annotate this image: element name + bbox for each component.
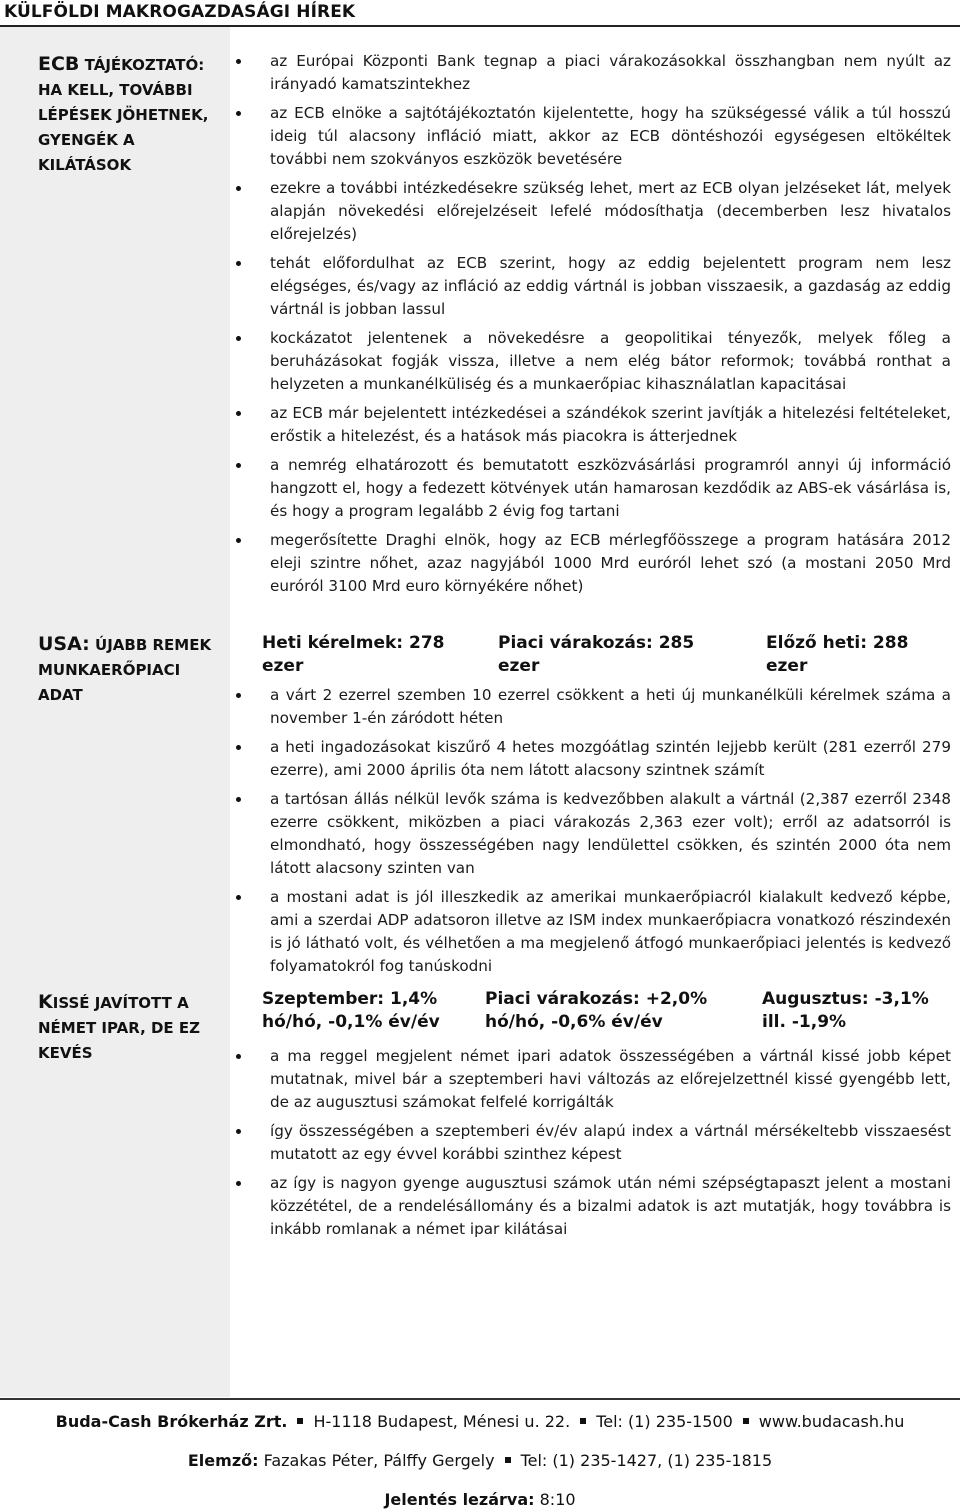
footer-closing-line [0, 1490, 960, 1509]
section-heading-usa [38, 632, 226, 708]
analyst-phone: Tel: (1) 235-1427, (1) 235-1815 [520, 1451, 773, 1470]
bullet-icon [236, 1129, 241, 1134]
bullet-item: a ma reggel megjelent német ipari adatok összességében a vártnál kissé jobb képet mutatnak, mivel bár a szeptemberi havi változás az előrejelzettnél kissé gyengébb lett, de az augusztusi számokat felfelé korrigálták [230, 1045, 955, 1114]
bullet-item: a nemrég elhatározott és bemutatott eszközvásárlási programról annyi új információ hangzott el, hogy a fedezett kötvények után hamarosan kezdődik az ABS-ek vásárlása is, és hogy a program legalább 2 évig fog tartani [230, 454, 955, 523]
report-header [0, 0, 960, 26]
stat-previous-week: Előző heti: 288 ezer [766, 633, 909, 676]
sidebar [0, 27, 230, 1397]
bullet-list [230, 1045, 955, 1241]
section-heading-ecb [38, 52, 226, 178]
analyst-names: Fazakas Péter, Pálffy Gergely [263, 1451, 495, 1470]
bullet-icon [236, 336, 241, 341]
bullet-list [230, 50, 955, 598]
square-bullet-icon [297, 1418, 303, 1424]
analyst-label: Elemző: [187, 1451, 259, 1470]
stat-september: Szeptember: 1,4% hó/hó, -0,1% év/év [262, 989, 440, 1032]
closing-label: Jelentés lezárva: [384, 1490, 535, 1509]
bullet-item: a heti ingadozásokat kiszűrő 4 hetes mozgóátlag szintén lejjebb került (281 ezerről 279 ezerre), ami 2000 április óta nem látott alacsony szintnek számít [230, 736, 955, 782]
bullet-icon [236, 745, 241, 750]
stat-weekly-claims: Heti kérelmek: 278 ezer [262, 633, 445, 676]
section-usa [230, 684, 955, 984]
company-address: H-1118 Budapest, Ménesi u. 22. [313, 1412, 571, 1431]
section-ecb [230, 50, 955, 604]
bullet-icon [236, 895, 241, 900]
bullet-icon [236, 59, 241, 64]
bullet-item: az így is nagyon gyenge augusztusi számok után némi szépségtapaszt jelent a mostani közzététel, de a rendelésállomány és a bizalmi adatok is azt mutatják, hogy továbbra is inkább romlanak a német ipar kilátásai [230, 1172, 955, 1241]
bullet-icon [236, 463, 241, 468]
bullet-icon [236, 1181, 241, 1186]
footer-contact-line [0, 1412, 960, 1431]
bullet-item: az ECB már bejelentett intézkedései a szándékok szerint javítják a hitelezési feltételeket, erőstik a hitelezést, és a hatások más piacokra is átterjednek [230, 402, 955, 448]
bullet-item: a mostani adat is jól illeszkedik az amerikai munkaerőpiacról kialakult kedvező képbe, ami a szerdai ADP adatsoron illetve az ISM index munkaerőpiacra vonatkozó részindexén is jó látható volt, és vélhetően a ma megjelenő átfogó munkaerőpiaci jelentés is kedvező folyamatokról fog tanúskodni [230, 886, 955, 978]
bullet-icon [236, 111, 241, 116]
stat-market-expectation: Piaci várakozás: +2,0% hó/hó, -0,6% év/év [485, 989, 708, 1032]
company-name: Buda-Cash Brókerház Zrt. [55, 1412, 288, 1431]
square-bullet-icon [743, 1418, 749, 1424]
bullet-icon [236, 1054, 241, 1059]
section-heading-lead: K [38, 991, 53, 1013]
footer-analyst-line [0, 1451, 960, 1470]
section-heading-germany [38, 990, 226, 1066]
section-heading-text: ÚJABB REMEK MUNKAERŐPIACI ADAT [38, 636, 212, 704]
stat-market-expectation: Piaci várakozás: 285 ezer [498, 633, 695, 676]
square-bullet-icon [580, 1418, 586, 1424]
bullet-item: ezekre a további intézkedésekre szükség lehet, mert az ECB olyan jelzéseket lát, melyek alapján növekedési előrejelzéseit lefelé módosíthatja (decemberben lesz hivatalos előrejelzés) [230, 177, 955, 246]
bullet-icon [236, 538, 241, 543]
bullet-item: így összességében a szeptemberi év/év alapú index a vártnál mérsékeltebb visszaesést mutatott az egy évvel korábbi szinthez képest [230, 1120, 955, 1166]
bullet-icon [236, 261, 241, 266]
bullet-item: az Európai Központi Bank tegnap a piaci várakozásokkal összhangban nem nyúlt az irányadó kamatszintekhez [230, 50, 955, 96]
bullet-item: az ECB elnöke a sajtótájékoztatón kijelentette, hogy ha szükségessé válik a túl hosszú ideig túl alacsony infláció miatt, akkor az ECB döntéshozói egységesen eltökéltek további nem szokványos eszközök bevetésére [230, 102, 955, 171]
stat-august: Augusztus: -3,1% ill. -1,9% [762, 989, 929, 1032]
section-heading-text: TÁJÉKOZTATÓ: HA KELL, TOVÁBBI LÉPÉSEK JÖHETNEK, GYENGÉK A KILÁTÁSOK [38, 56, 209, 174]
bullet-icon [236, 186, 241, 191]
section-heading-lead: USA: [38, 633, 90, 655]
bullet-item: kockázatot jelentenek a növekedésre a geopolitikai tényezők, melyek főleg a beruházásokat fogják vissza, illetve a nem elég bátor reformok; továbbá ronthat a helyzeten a munkanélküliség és a munkaerőpiac kihasználatlan kapacitásai [230, 327, 955, 396]
closing-time: 8:10 [539, 1490, 576, 1509]
bullet-item: a várt 2 ezerrel szemben 10 ezerrel csökkent a heti új munkanélküli kérelmek száma a november 1-én záródott héten [230, 684, 955, 730]
section-germany [230, 1045, 955, 1247]
report-title: KÜLFÖLDI MAKROGAZDASÁGI HÍREK [4, 2, 356, 22]
bullet-item: megerősítette Draghi elnök, hogy az ECB mérlegfőösszege a program hatására 2012 eleji szintre nőhet, azaz nagyjából 1000 Mrd euróról lehet szó (a mostani 2050 Mrd euróról 3100 Mrd euro környékére nőhet) [230, 529, 955, 598]
section-heading-text: ISSÉ JAVÍTOTT A NÉMET IPAR, DE EZ KEVÉS [38, 994, 201, 1062]
bullet-item: tehát előfordulhat az ECB szerint, hogy az eddig bejelentett program nem lesz elégséges, és/vagy az infláció az eddig vártnál is jobban visszaesik, a gazdaság az eddig vártnál is jobban lassul [230, 252, 955, 321]
company-website[interactable]: www.budacash.hu [758, 1412, 905, 1431]
bullet-item: a tartósan állás nélkül levők száma is kedvezőbben alakult a vártnál (2,387 ezerről 2348 ezerre csökkent, miközben a piaci várakozás 2,363 ezer volt); erről az adatsorról is elmondható, hogy összességében nagy lendülettel csökken, és szintén 2000 óta nem látott alacsony szinten van [230, 788, 955, 880]
company-phone: Tel: (1) 235-1500 [596, 1412, 733, 1431]
square-bullet-icon [505, 1457, 511, 1463]
bullet-icon [236, 411, 241, 416]
bullet-icon [236, 797, 241, 802]
bullet-list [230, 684, 955, 978]
bullet-icon [236, 693, 241, 698]
section-heading-lead: ECB [38, 53, 80, 75]
footer-rule [0, 1398, 960, 1400]
